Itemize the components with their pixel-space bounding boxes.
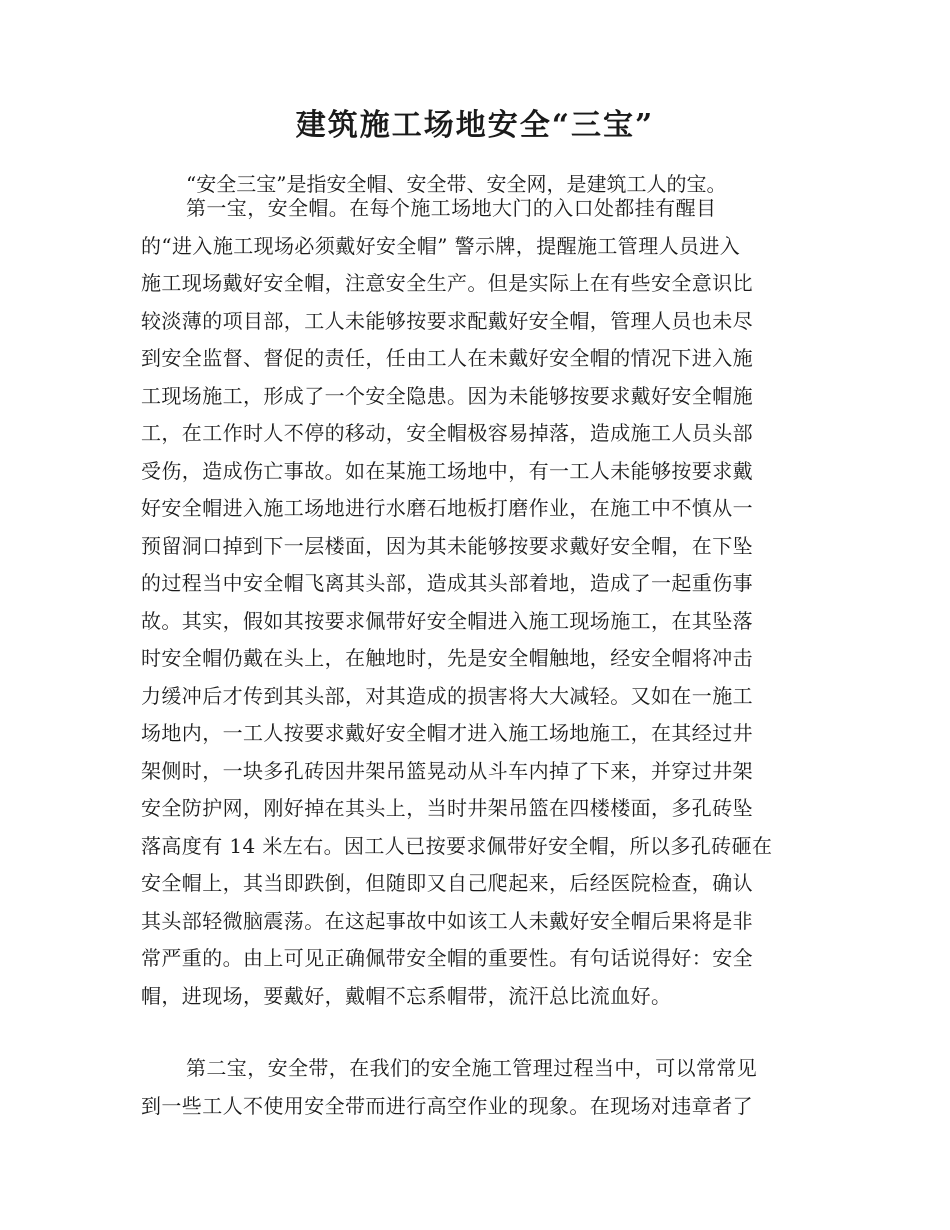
text-line: 较淡薄的项目部，工人未能够按要求配戴好安全帽，管理人员也未尽 [141, 308, 753, 333]
text-line: 的过程当中安全帽飞离其头部，造成其头部着地，造成了一起重伤事 [141, 571, 753, 595]
text-line: 的“进入施工现场必须戴好安全帽” 警示牌，提醒施工管理人员进入 [141, 233, 741, 258]
text-line: 安全防护网，刚好掉在其头上，当时井架吊篮在四楼楼面，多孔砖坠 [141, 796, 753, 820]
paragraph-safety-belt [141, 1050, 809, 1125]
text-line: 受伤，造成伤亡事故。如在某施工场地中，有一工人未能够按要求戴 [141, 458, 753, 483]
text-line: 到安全监督、督促的责任，任由工人在未戴好安全帽的情况下进入施 [141, 346, 753, 370]
text-line: 到一些工人不使用安全带而进行高空作业的现象。在现场对违章者了 [141, 1093, 753, 1118]
text-line: 时安全帽仍戴在头上，在触地时，先是安全帽触地，经安全帽将冲击 [141, 646, 753, 670]
text-line: 第一宝，安全帽。在每个施工场地大门的入口处都挂有醒目 [186, 196, 717, 220]
text-line: 故。其实，假如其按要求佩带好安全帽进入施工现场施工，在其坠落 [141, 608, 753, 633]
intro-paragraph: “安全三宝”是指安全帽、安全带、安全网，是建筑工人的宝。 [186, 172, 727, 196]
text-line: 预留洞口掉到下一层楼面，因为其未能够按要求戴好安全帽，在下坠 [141, 533, 753, 558]
text-line: 工，在工作时人不停的移动，安全帽极容易掉落，造成施工人员头部 [141, 421, 753, 445]
text-line: 帽，进现场，要戴好，戴帽不忘系帽带，流汗总比流血好。 [141, 983, 672, 1008]
text-line: 力缓冲后才传到其头部，对其造成的损害将大大减轻。又如在一施工 [141, 683, 753, 708]
text-line: 其头部轻微脑震荡。在这起事故中如该工人未戴好安全帽后果将是非 [141, 908, 753, 933]
text-line: 架侧时，一块多孔砖因井架吊篮晃动从斗车内掉了下来，并穿过井架 [141, 758, 753, 783]
text-line: 施工现场戴好安全帽，注意安全生产。但是实际上在有些安全意识比 [141, 271, 753, 295]
text-line: 落高度有 14 米左右。因工人已按要求佩带好安全帽，所以多孔砖砸在 [141, 833, 773, 858]
text-line: 工现场施工，形成了一个安全隐患。因为未能够按要求戴好安全帽施 [141, 383, 753, 408]
text-line: 场地内，一工人按要求戴好安全帽才进入施工场地施工，在其经过井 [141, 721, 753, 745]
document-title: 建筑施工场地安全“三宝” [295, 108, 655, 143]
text-line: 安全帽上，其当即跌倒，但随即又自己爬起来，后经医院检查，确认 [141, 871, 753, 895]
text-line: 第二宝，安全带，在我们的安全施工管理过程当中，可以常常见 [186, 1056, 758, 1080]
text-line: 常严重的。由上可见正确佩带安全帽的重要性。有句话说得好：安全 [141, 946, 753, 970]
text-line: 好安全帽进入施工场地进行水磨石地板打磨作业，在施工中不慎从一 [141, 496, 753, 520]
paragraph-safety-helmet [141, 190, 809, 1015]
